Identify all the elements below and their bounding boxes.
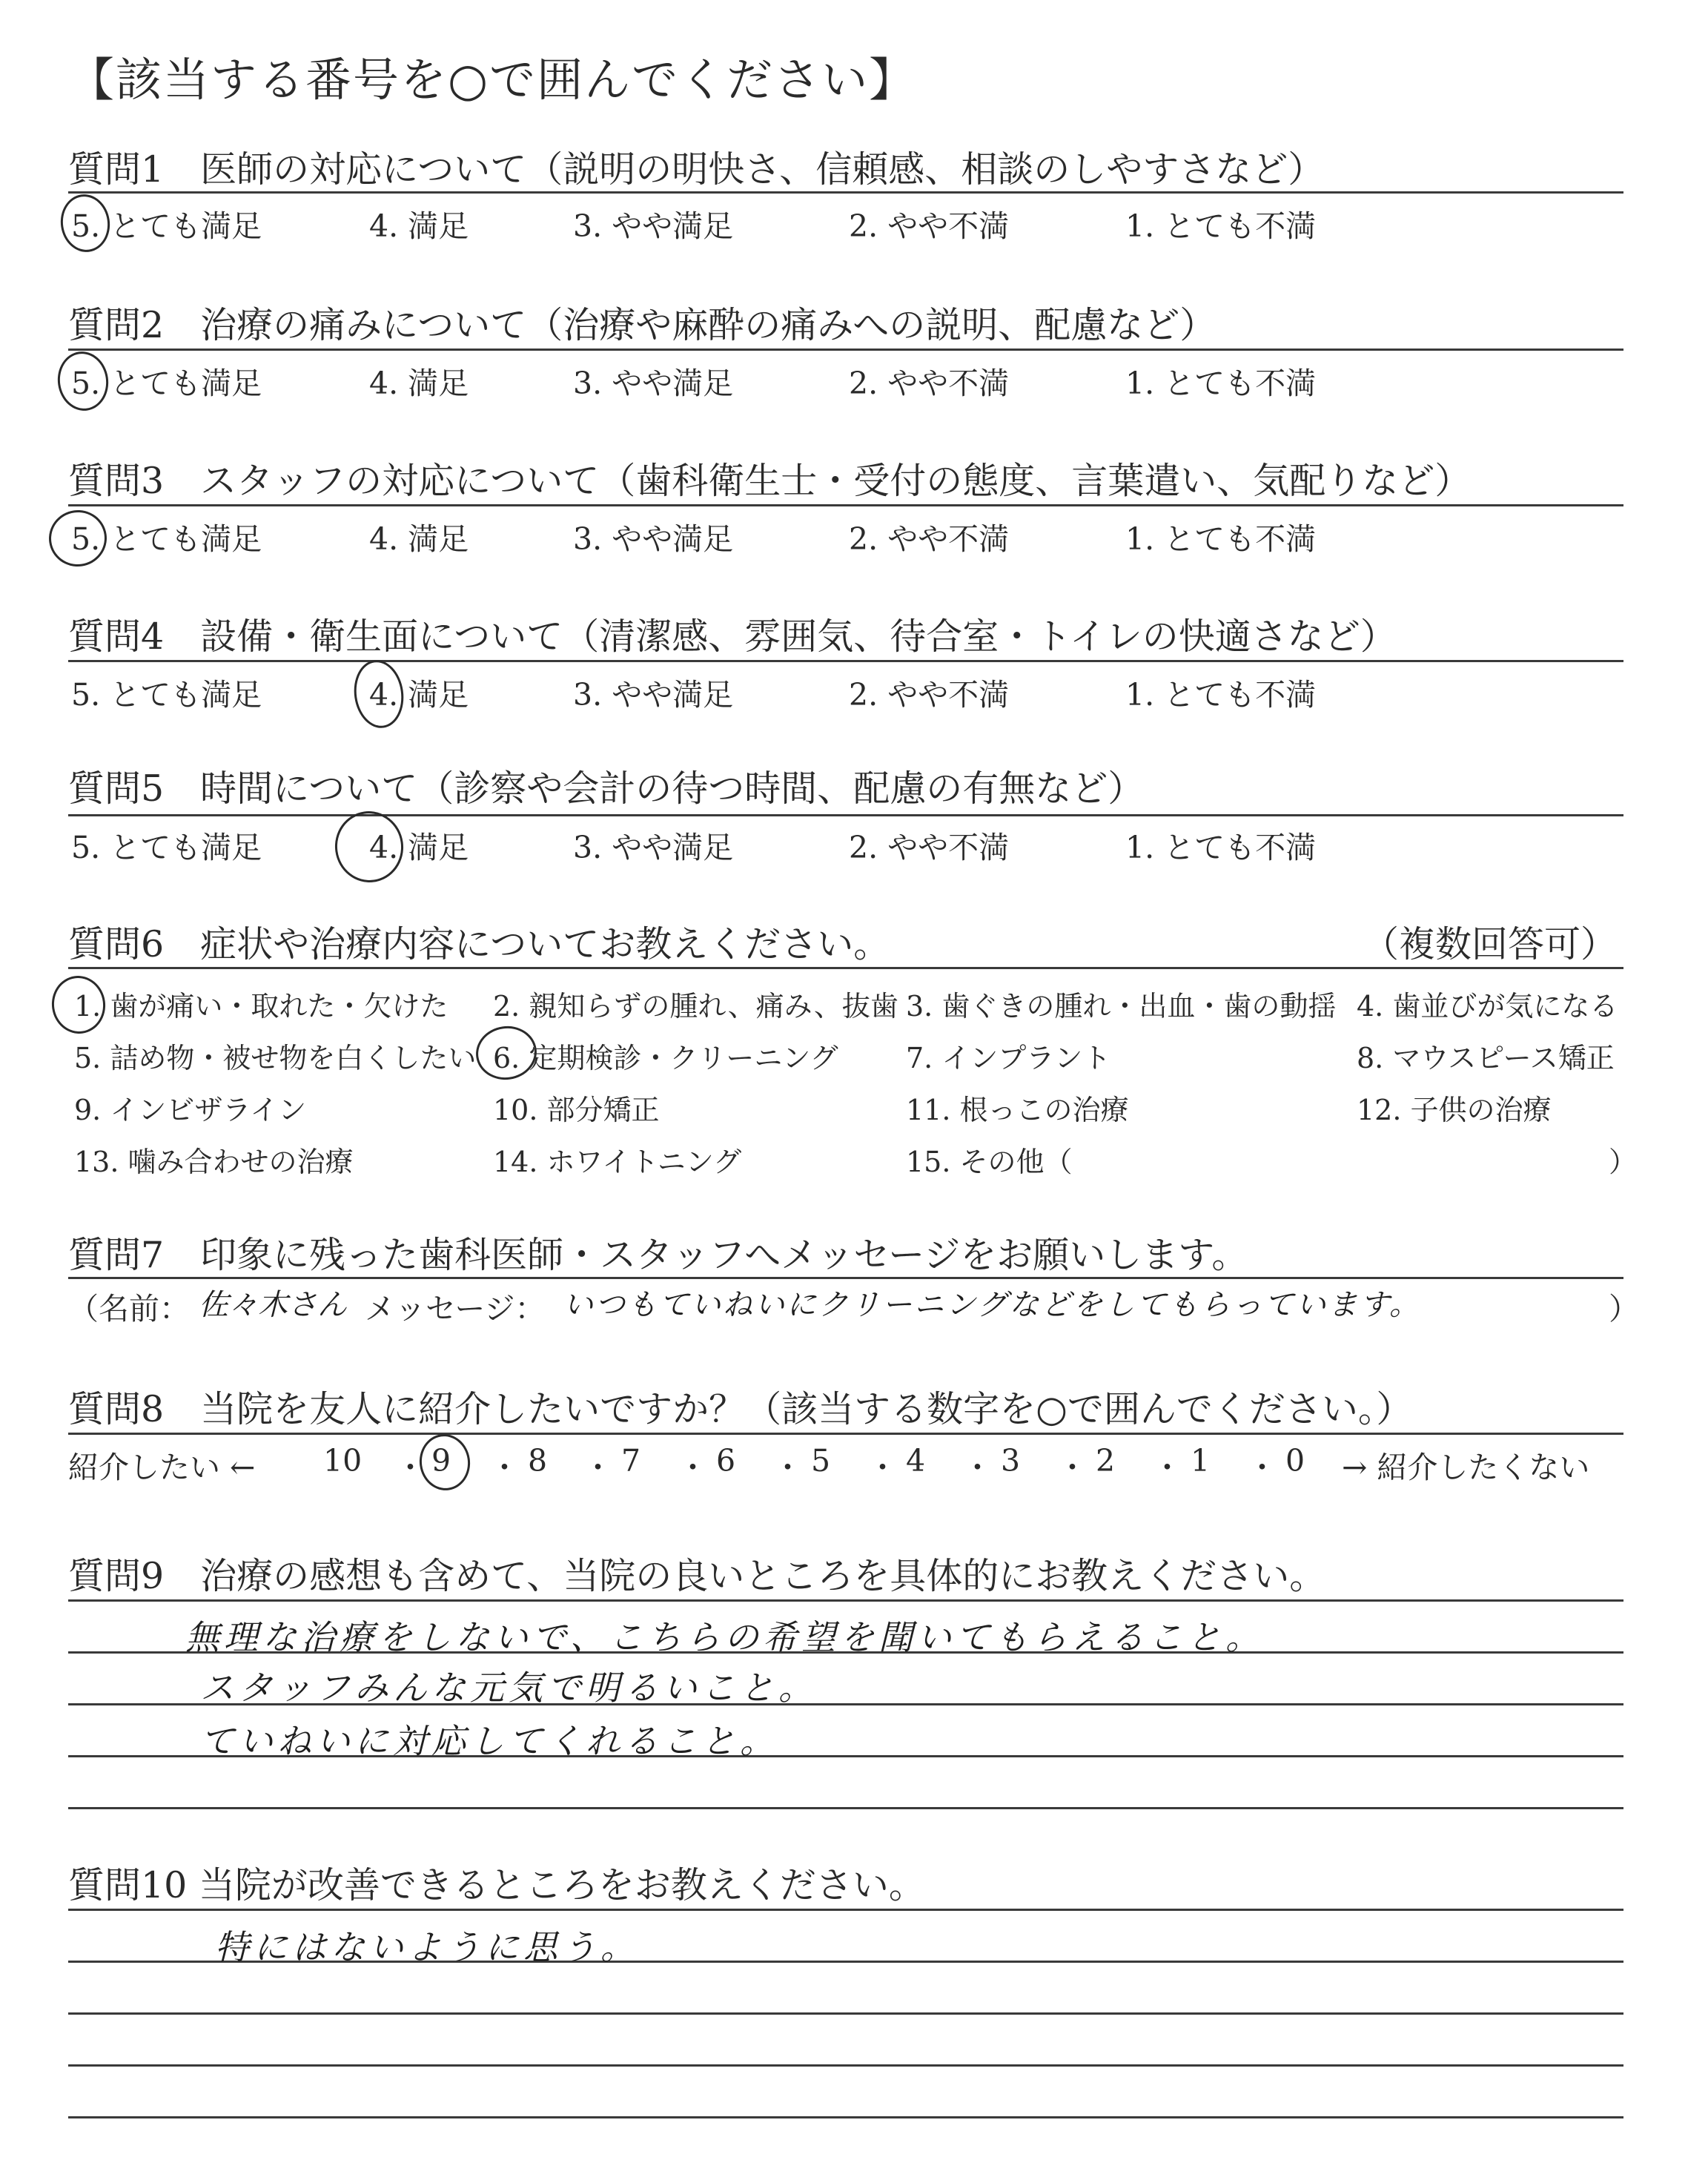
question-1-text: 質問1 医師の対応について（説明の明快さ、信頼感、相談のしやすさなど） <box>68 148 1325 191</box>
question-8-text: 質問8 当院を友人に紹介したいですか？（該当する数字を○で囲んでください。） <box>68 1388 1413 1430</box>
separator-dot: ・ <box>395 1450 426 1485</box>
q7-message-label: メッセージ： <box>365 1291 546 1327</box>
q3-option-3[interactable]: 3. やや満足 <box>573 521 734 557</box>
q6-option-5[interactable]: 5. 詰め物・被せ物を白くしたい <box>74 1042 477 1074</box>
q2-option-5[interactable]: 5. とても満足 <box>71 366 262 401</box>
q6-option-12[interactable]: 12. 子供の治療 <box>1357 1094 1552 1126</box>
q6-option-13[interactable]: 13. 噛み合わせの治療 <box>74 1146 354 1178</box>
q5-option-1[interactable]: 1. とても不満 <box>1125 830 1317 865</box>
q5-option-3[interactable]: 3. やや満足 <box>573 830 734 865</box>
q8-right-label: → 紹介したくない <box>1342 1450 1590 1485</box>
separator-dot: ・ <box>772 1450 803 1485</box>
q1-option-4[interactable]: 4. 満足 <box>369 208 469 244</box>
q9-answer-line[interactable]: スタッフみんな元気で明るいこと。 <box>200 1668 817 1708</box>
q6-other-close-paren: ） <box>1609 1146 1638 1178</box>
q8-left-label: 紹介したい ← <box>68 1450 256 1485</box>
q3-option-5[interactable]: 5. とても満足 <box>71 521 262 557</box>
q10-answer-line[interactable]: 特にはないように思う。 <box>215 1927 639 1967</box>
q2-option-4[interactable]: 4. 満足 <box>369 366 469 401</box>
q6-option-9[interactable]: 9. インビザライン <box>74 1094 307 1126</box>
q8-scale-4[interactable]: 4 <box>906 1443 926 1479</box>
separator-dot: ・ <box>1152 1450 1182 1485</box>
selection-circle <box>57 191 113 255</box>
selection-circle <box>48 972 109 1037</box>
writing-line <box>68 2116 1623 2118</box>
q2-option-1[interactable]: 1. とても不満 <box>1125 366 1317 401</box>
q2-option-2[interactable]: 2. やや不満 <box>849 366 1010 401</box>
separator-dot: ・ <box>1057 1450 1088 1485</box>
q3-option-1[interactable]: 1. とても不満 <box>1125 521 1317 557</box>
q8-scale-1[interactable]: 1 <box>1191 1443 1211 1479</box>
question-10-text: 質問10 当院が改善できるところをお教えください。 <box>68 1864 925 1906</box>
q8-scale-7[interactable]: 7 <box>621 1443 641 1479</box>
q8-scale-0[interactable]: 0 <box>1285 1443 1305 1479</box>
q3-option-4[interactable]: 4. 満足 <box>369 521 469 557</box>
q8-scale-10[interactable]: 10 <box>323 1443 363 1479</box>
q4-option-1[interactable]: 1. とても不満 <box>1125 677 1317 713</box>
question-2-text: 質問2 治療の痛みについて（治療や麻酔の痛みへの説明、配慮など） <box>68 304 1217 346</box>
q5-option-4[interactable]: 4. 満足 <box>369 830 469 865</box>
writing-line <box>68 1909 1623 1911</box>
question-9-text: 質問9 治療の感想も含めて、当院の良いところを具体的にお教えください。 <box>68 1555 1326 1597</box>
q1-option-2[interactable]: 2. やや不満 <box>849 208 1010 244</box>
q6-option-7[interactable]: 7. インプラント <box>906 1042 1111 1074</box>
question-4-text: 質問4 設備・衛生面について（清潔感、雰囲気、待合室・トイレの快適さなど） <box>68 615 1397 658</box>
q5-option-2[interactable]: 2. やや不満 <box>849 830 1010 865</box>
question-5-text: 質問5 時間について（診察や会計の待つ時間、配慮の有無など） <box>68 767 1145 810</box>
divider <box>68 191 1623 194</box>
question-7-text: 質問7 印象に残った歯科医師・スタッフへメッセージをお願いします。 <box>68 1234 1248 1276</box>
selection-circle <box>54 349 112 415</box>
selection-circle <box>350 657 408 731</box>
q7-message-value[interactable]: いつもていねいにクリーニングなどをしてもらっています。 <box>563 1288 1421 1322</box>
q8-scale-6[interactable]: 6 <box>716 1443 736 1479</box>
question-6-text: 質問6 症状や治療内容についてお教えください。 <box>68 923 890 965</box>
question-3-text: 質問3 スタッフの対応について（歯科衛生士・受付の態度、言葉遣い、気配りなど） <box>68 460 1472 502</box>
divider <box>68 660 1623 662</box>
divider <box>68 1277 1623 1279</box>
separator-dot: ・ <box>962 1450 993 1485</box>
q6-option-6[interactable]: 6. 定期検診・クリーニング <box>493 1042 838 1074</box>
q1-option-3[interactable]: 3. やや満足 <box>573 208 734 244</box>
q6-option-15[interactable]: 15. その他（ <box>906 1146 1073 1178</box>
q7-name-label: （名前： <box>68 1291 190 1327</box>
q7-name-value[interactable]: 佐々木さん <box>199 1288 347 1322</box>
q6-option-8[interactable]: 8. マウスピース矯正 <box>1357 1042 1615 1074</box>
q2-option-3[interactable]: 3. やや満足 <box>573 366 734 401</box>
writing-line <box>68 1599 1623 1602</box>
q6-option-11[interactable]: 11. 根っこの治療 <box>906 1094 1129 1126</box>
q6-option-2[interactable]: 2. 親知らずの腫れ、痛み、抜歯 <box>493 990 898 1023</box>
q3-option-2[interactable]: 2. やや不満 <box>849 521 1010 557</box>
q1-option-5[interactable]: 5. とても満足 <box>71 208 262 244</box>
separator-dot: ・ <box>1247 1450 1277 1485</box>
q8-scale-3[interactable]: 3 <box>1001 1443 1021 1479</box>
selection-circle <box>331 807 408 887</box>
q1-option-1[interactable]: 1. とても不満 <box>1125 208 1317 244</box>
writing-line <box>68 1807 1623 1809</box>
q8-scale-9[interactable]: 9 <box>431 1443 451 1479</box>
q6-option-3[interactable]: 3. 歯ぐきの腫れ・出血・歯の動揺 <box>906 990 1337 1023</box>
q4-option-4[interactable]: 4. 満足 <box>369 677 469 713</box>
q6-option-4[interactable]: 4. 歯並びが気になる <box>1357 990 1618 1023</box>
q5-option-5[interactable]: 5. とても満足 <box>71 830 262 865</box>
separator-dot: ・ <box>489 1450 520 1485</box>
q6-option-14[interactable]: 14. ホワイトニング <box>493 1146 742 1178</box>
q6-option-10[interactable]: 10. 部分矯正 <box>493 1094 660 1126</box>
q6-option-1[interactable]: 1. 歯が痛い・取れた・欠けた <box>74 990 448 1023</box>
q4-option-3[interactable]: 3. やや満足 <box>573 677 734 713</box>
q4-option-2[interactable]: 2. やや不満 <box>849 677 1010 713</box>
divider <box>68 504 1623 506</box>
separator-dot: ・ <box>583 1450 613 1485</box>
question-6-note: （複数回答可） <box>1363 923 1618 965</box>
divider <box>68 967 1623 969</box>
q9-answer-line[interactable]: 無理な治療をしないで、こちらの希望を聞いてもらえること。 <box>185 1617 1265 1657</box>
divider <box>68 349 1623 351</box>
q7-close-paren: ） <box>1609 1291 1639 1327</box>
separator-dot: ・ <box>867 1450 898 1485</box>
q4-option-5[interactable]: 5. とても満足 <box>71 677 262 713</box>
separator-dot: ・ <box>678 1450 708 1485</box>
divider <box>68 814 1623 816</box>
q9-answer-line[interactable]: ていねいに対応してくれること。 <box>200 1721 778 1761</box>
q8-scale-8[interactable]: 8 <box>528 1443 548 1479</box>
page-title: 【該当する番号を○で囲んでください】 <box>68 53 917 107</box>
writing-line <box>68 2064 1623 2067</box>
q8-scale-5[interactable]: 5 <box>811 1443 831 1479</box>
q8-scale-2[interactable]: 2 <box>1096 1443 1116 1479</box>
writing-line <box>68 2012 1623 2015</box>
divider <box>68 1433 1623 1435</box>
